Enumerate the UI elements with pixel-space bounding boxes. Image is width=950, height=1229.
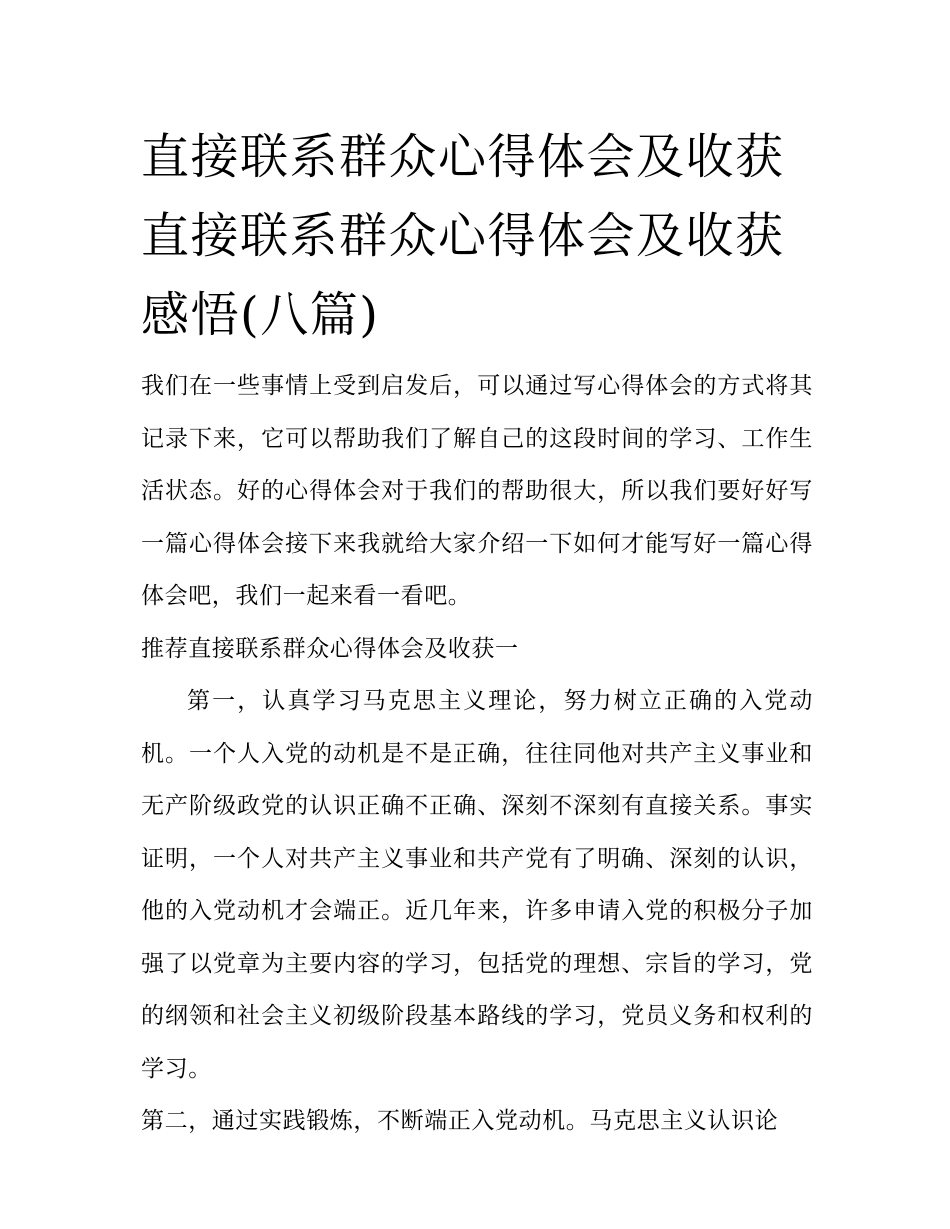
intro-paragraph: 我们在一些事情上受到启发后，可以通过写心得体会的方式将其记录下来，它可以帮助我们了解自己的这段时间的学习、工作生活状态。好的心得体会对于我们的帮助很大，所以我们要好好写一篇心得体会接下来我就给大家介绍一下如何才能写好一篇心得体会吧，我们一起来看一看吧。: [141, 373, 813, 609]
document-title: 直接联系群众心得体会及收获直接联系群众心得体会及收获感悟(八篇): [141, 129, 785, 343]
document-body: [141, 118, 813, 1148]
section-heading: 推荐直接联系群众心得体会及收获一: [141, 635, 519, 662]
body-paragraph-2: 第二，通过实践锻炼，不断端正入党动机。马克思主义认识论: [141, 1108, 779, 1134]
body-paragraph-1: 第一，认真学习马克思主义理论，努力树立正确的入党动机。一个人入党的动机是不是正确，往往同他对共产主义事业和无产阶级政党的认识正确不正确、深刻不深刻有直接关系。事实证明，一个人对共产主义事业和共产党有了明确、深刻的认识，他的入党动机才会端正。近几年来，许多申请入党的积极分子加强了以党章为主要内容的学习，包括党的理想、宗旨的学习，党的纲领和社会主义初级阶段基本路线的学习，党员义务和权利的学习。: [141, 688, 813, 1082]
